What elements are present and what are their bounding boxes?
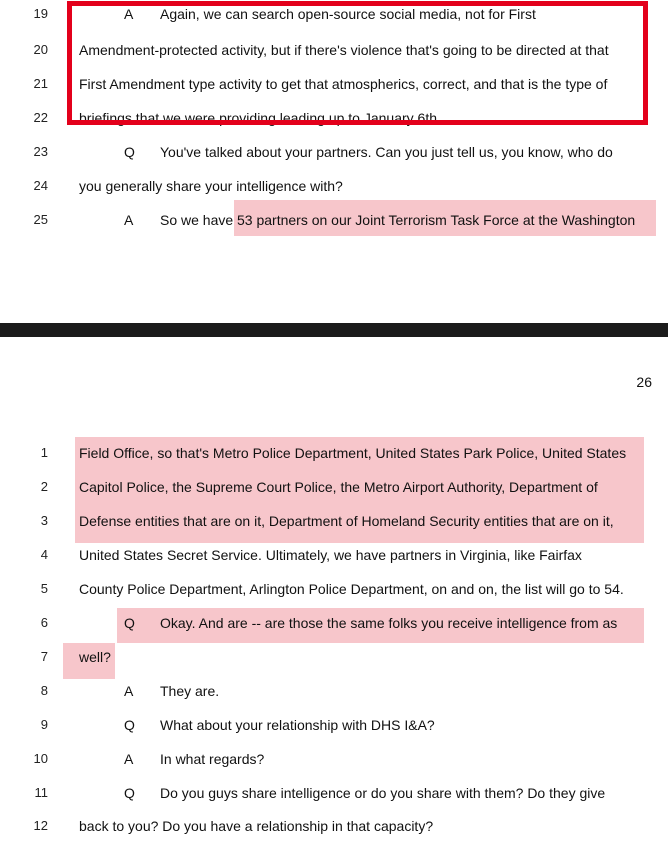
line-24: [0, 170, 668, 204]
line-text-highlighted: 53 partners on our Joint Terrorism Task Force at the Washington: [237, 212, 636, 228]
line-5: [0, 573, 668, 607]
line-12: [0, 810, 668, 844]
line-number: 20: [33, 42, 48, 57]
line-text: They are.: [160, 683, 220, 699]
line-4: [0, 539, 668, 573]
line-text: back to you? Do you have a relationship in that capacity?: [79, 818, 434, 834]
line-number: 25: [33, 212, 48, 227]
line-number: 4: [40, 547, 48, 562]
line-2: [0, 471, 668, 505]
line-number: 3: [40, 513, 48, 528]
line-number: 8: [40, 683, 48, 698]
speaker-label: Q: [124, 615, 135, 631]
line-6: [0, 607, 668, 641]
line-text: well?: [79, 649, 111, 665]
line-text: Again, we can search open-source social media, not for First: [160, 6, 536, 22]
line-number: 6: [40, 615, 48, 630]
line-text: County Police Department, Arlington Police Department, on and on, the list will go to 54.: [79, 581, 624, 597]
speaker-label: Q: [124, 785, 135, 801]
line-9: [0, 709, 668, 743]
line-1: [0, 437, 668, 471]
line-text: Okay. And are -- are those the same folks you receive intelligence from as: [160, 615, 618, 631]
line-number: 12: [33, 818, 48, 833]
line-text-plain: So we have: [160, 212, 234, 228]
speaker-label: A: [124, 751, 134, 767]
line-number: 21: [33, 76, 48, 91]
line-number: 11: [34, 785, 48, 800]
line-text: Defense entities that are on it, Department of Homeland Security entities that are on it,: [79, 513, 614, 529]
line-text: Capitol Police, the Supreme Court Police, the Metro Airport Authority, Department of: [79, 479, 598, 495]
speaker-label: A: [124, 212, 134, 228]
line-7: [0, 641, 668, 675]
line-text: briefings that we were providing leading up to January 6th.: [79, 110, 441, 126]
line-number: 2: [40, 479, 48, 494]
page-number: 26: [636, 374, 652, 390]
page-divider: [0, 323, 668, 337]
red-annotation-box: [67, 1, 648, 125]
line-number: 24: [33, 178, 48, 193]
speaker-label: A: [124, 6, 134, 22]
line-text: Amendment-protected activity, but if there's violence that's going to be directed at that: [79, 42, 609, 58]
speaker-label: Q: [124, 717, 135, 733]
line-25: [0, 204, 668, 238]
line-number: 19: [33, 6, 48, 21]
line-text: You've talked about your partners. Can you just tell us, you know, who do: [160, 144, 613, 160]
line-number: 7: [40, 649, 48, 664]
line-text: Do you guys share intelligence or do you share with them? Do they give: [160, 785, 606, 801]
speaker-label: Q: [124, 144, 135, 160]
line-10: [0, 743, 668, 777]
line-number: 1: [40, 445, 48, 460]
line-text: United States Secret Service. Ultimately, we have partners in Virginia, like Fairfax: [79, 547, 582, 563]
line-number: 5: [40, 581, 48, 596]
line-text: What about your relationship with DHS I&A?: [160, 717, 435, 733]
line-number: 22: [33, 110, 48, 125]
line-text: Field Office, so that's Metro Police Department, United States Park Police, United States: [79, 445, 627, 461]
line-text: First Amendment type activity to get that atmospherics, correct, and that is the type of: [79, 76, 608, 92]
line-8: [0, 675, 668, 709]
line-23: [0, 136, 668, 170]
line-text: In what regards?: [160, 751, 265, 767]
speaker-label: A: [124, 683, 134, 699]
line-11: [0, 777, 668, 811]
line-text: you generally share your intelligence with?: [79, 178, 343, 194]
line-number: 10: [33, 751, 48, 766]
line-number: 23: [33, 144, 48, 159]
line-number: 9: [40, 717, 48, 732]
line-3: [0, 505, 668, 539]
